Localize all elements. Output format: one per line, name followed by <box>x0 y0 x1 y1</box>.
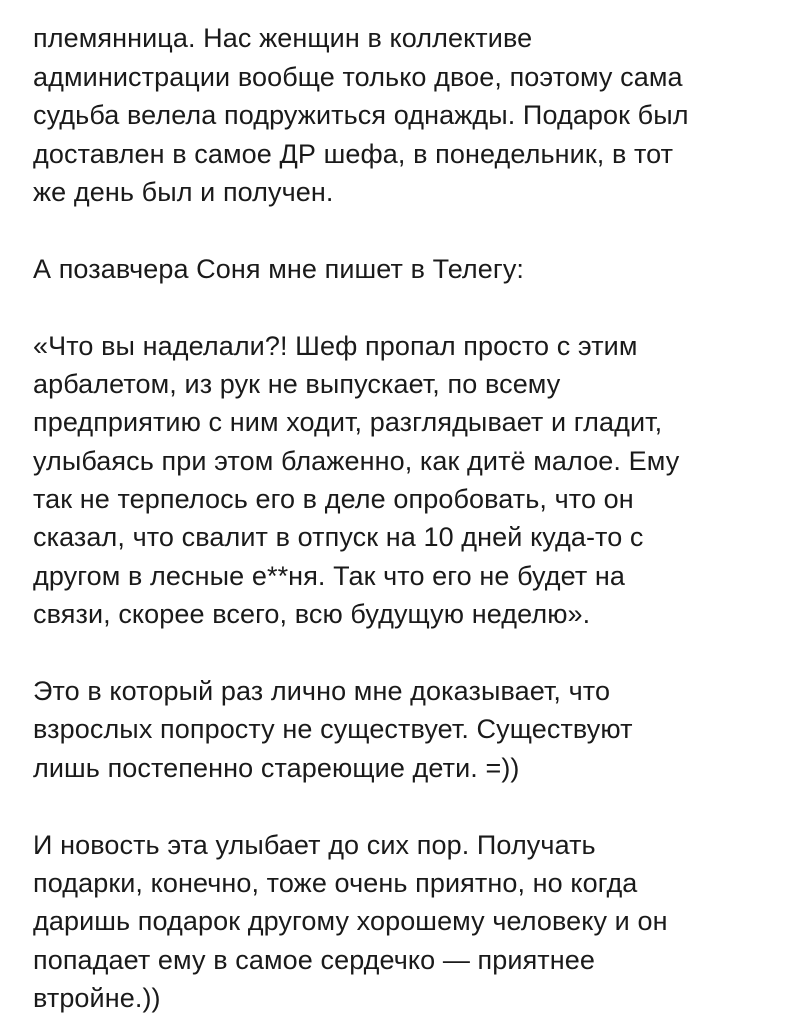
text-line: улыбаясь при этом блаженно, как дитё малое. Ему <box>33 445 680 476</box>
text-line: «Что вы наделали?! Шеф пропал просто с этим <box>33 330 638 361</box>
text-line: администрации вообще только двое, поэтому сама <box>33 61 683 92</box>
text-line: так не терпелось его в деле опробовать, что он <box>33 484 634 515</box>
text-line: втройне.)) <box>33 983 161 1014</box>
text-line: сказал, что свалит в отпуск на 10 дней куда-то с <box>33 522 644 553</box>
paragraph-telegram <box>33 250 773 288</box>
text-line: попадает ему в самое сердечко — приятнее <box>33 944 596 975</box>
text-line <box>33 0 773 19</box>
paragraph-spacer <box>33 634 773 672</box>
text-line: Это в который раз лично мне доказывает, что <box>33 676 611 707</box>
text-line: предприятию с ним ходит, разглядывает и гладит, <box>33 407 663 438</box>
text-line: доставлен в самое ДР шефа, в понедельник, в тот <box>33 138 674 169</box>
paragraph-adults <box>33 672 773 787</box>
paragraph-spacer <box>33 288 773 326</box>
paragraph-conclusion <box>33 826 773 1018</box>
text-line: А позавчера Соня мне пишет в Телегу: <box>33 253 525 284</box>
text-line: племянница. Нас женщин в коллективе <box>33 23 533 54</box>
paragraph-intro <box>33 0 773 211</box>
paragraph-spacer <box>33 211 773 249</box>
text-line: другом в лесные е**ня. Так что его не будет на <box>33 560 626 591</box>
text-line: подарки, конечно, тоже очень приятно, но когда <box>33 867 638 898</box>
text-line: взрослых попросту не существует. Существуют <box>33 714 633 745</box>
text-line: же день был и получен. <box>33 176 334 207</box>
text-line: арбалетом, из рук не выпускает, по всему <box>33 368 561 399</box>
paragraph-quote <box>33 327 773 634</box>
text-line: И новость эта улыбает до сих пор. Получать <box>33 829 596 860</box>
text-line: даришь подарок другому хорошему человеку и он <box>33 906 668 937</box>
text-line: лишь постепенно стареющие дети. =)) <box>33 752 520 783</box>
paragraph-spacer <box>33 787 773 825</box>
text-line: связи, скорее всего, всю будущую неделю». <box>33 599 591 630</box>
post-text <box>33 0 773 1018</box>
text-line: судьба велела подружиться однажды. Подарок был <box>33 100 689 131</box>
